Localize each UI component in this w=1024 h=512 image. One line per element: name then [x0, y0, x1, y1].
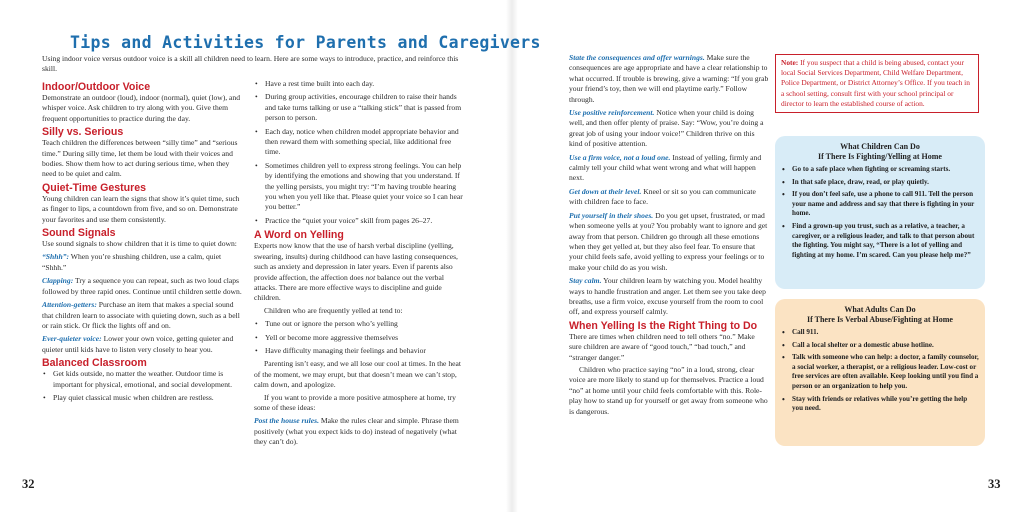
page-number-right: 33 [988, 477, 1001, 491]
list-item: • Talk with someone who can help: a doctor, a family counselor, a social worker, a therapist, or a religious leader. Low-cost or free services are often available. Keep looking until you find a person or an organization to help you. [781, 353, 979, 391]
clap-lead: Clapping: [42, 276, 74, 286]
list-item: • Have a rest time built into each day. [254, 79, 468, 89]
shoes-text: Do you get upset, frustrated, or mad when someone yells at you? You probably want to ignore and get away from that person. Children go through all these emotions when they get yelled at, but they also feel fear. To ensure that your child feels safe, avoid yelling to express your feelings or to make your child do as you wish. [569, 210, 768, 272]
firm-lead: Use a firm voice, not a loud one. [569, 152, 671, 162]
list-item: • If you don’t feel safe, use a phone to call 911. Tell the person your name and address and say that there is fighting in your home. [781, 190, 979, 219]
heading-indoor-outdoor: Indoor/Outdoor Voice [42, 81, 151, 93]
shoes-paragraph [569, 211, 769, 273]
tips-list [254, 79, 468, 226]
list-item: • Find a grown-up you trust, such as a relative, a teacher, a caregiver, or a religious leader, and talk to that person about the fighting. You might say, “There is a lot of yelling and fighting at my home. I’m scared. Can you please help me?” [781, 222, 979, 260]
calm-lead: Stay calm. [569, 276, 602, 286]
page-number-left: 32 [22, 477, 35, 491]
heading-right-thing: When Yelling Is the Right Thing to Do [569, 319, 758, 332]
children-box-title-line-2: If There Is Fighting/Yelling at Home [818, 152, 942, 161]
firm-paragraph [569, 153, 769, 184]
state-text: Make sure the consequences are age appropriate and have a clear relationship to what occurred. If trouble is brewing, give a warning: “If you grab your friend’s toy, then we will end playtime early.” Follow through. [569, 53, 769, 104]
left-column-2 [254, 79, 468, 450]
heading-balanced: Balanced Classroom [42, 357, 147, 370]
list-item: • Sometimes children yell to express strong feelings. You can help by identifying the emotions and showing that you understand. If the yelling persists, you might try: “I’m having trouble hearing you when you yell like that. Please quiet your voice so I can hear you better.” [254, 161, 468, 213]
shhh-lead: “Shhh”: [42, 252, 70, 262]
heading-silly-serious: Silly vs. Serious [42, 126, 124, 139]
adults-help-box [775, 299, 985, 446]
heading-word-on-yelling: A Word on Yelling [254, 229, 344, 242]
yelling-paragraph-4: If you want to provide a more positive atmosphere at home, try some of these ideas: [254, 392, 456, 412]
quiet-text: Young children can learn the signs that show it’s quiet time, such as finger to lips, a countdown from five, and so on. Demonstrate your favorites and use them consistently. [42, 193, 240, 224]
attn-text: Purchase an item that makes a special sound that children learn to associate with quieting down, such as a bell or rain stick. Or flick the lights off and on. [42, 300, 240, 330]
adults-help-list [781, 328, 979, 414]
right-column [569, 53, 769, 419]
balanced-list [42, 369, 244, 403]
silly-text: Teach children the differences between “silly time” and “serious time.” During silly time, let them be loud with their voices and bodies. Show them how to act during serious time, when they need to be quiet and calm. [42, 138, 238, 179]
attn-paragraph [42, 300, 244, 331]
list-item: • Stay with friends or relatives while you’re getting the help you need. [781, 395, 979, 414]
rules-lead: Post the house rules. [254, 416, 319, 426]
heading-sound-signals: Sound Signals [42, 227, 116, 240]
children-help-list [781, 165, 979, 260]
list-item: • Play quiet classical music when children are restless. [42, 393, 244, 403]
yelling-p1-part-a: Experts now know that the use of harsh verbal discipline (yelling, swearing, insults) during childhood can have lasting consequences, such as anxiety and depression in later years. Even if parents also provide affection, the affection does [254, 241, 458, 282]
yelling-paragraph-3: Parenting isn’t easy, and we all lose our cool at times. In the heat of the moment, we may erupt, but that doesn’t mean we can’t stop, calm down, and apologize. [254, 359, 461, 390]
shhh-paragraph [42, 252, 244, 273]
firm-text: Instead of yelling, firmly and calmly tell your child what went wrong and what will happen next. [569, 152, 762, 183]
clap-text: Try a sequence you can repeat, such as two loud claps followed by three rapid ones. Continue until children settle down. [42, 276, 242, 296]
shhh-text: When you’re shushing children, use a calm, quiet “Shhh.” [42, 252, 222, 272]
yelling-paragraph-2: Children who are frequently yelled at tend to: [264, 305, 403, 315]
yelling-effects-list [254, 319, 468, 356]
adults-box-title [781, 305, 979, 325]
everq-text: Lower your own voice, getting quieter and quieter until kids have to listen very closely to hear you. [42, 334, 234, 354]
page-title: Tips and Activities for Parents and Caregivers [70, 33, 541, 52]
state-lead: State the consequences and offer warnings. [569, 53, 705, 62]
adults-box-title-line-1: What Adults Can Do [844, 305, 916, 314]
everq-paragraph [42, 334, 244, 355]
level-paragraph [569, 187, 769, 208]
everq-lead: Ever-quieter voice: [42, 334, 102, 344]
note-text: If you suspect that a child is being abused, contact your local Social Services Department, Child Welfare Department, Police Department, or District Attorney’s Office. If you teach in a school setting, consult first with your school principal or director to learn the established course of action. [781, 58, 970, 108]
list-item: • Get kids outside, no matter the weather. Outdoor time is important for physical, emotional, and social development. [42, 369, 244, 390]
children-box-title [781, 142, 979, 162]
list-item: • Call 911. [781, 328, 979, 338]
list-item: • Yell or become more aggressive themselves [254, 333, 468, 343]
pos-paragraph [569, 108, 769, 150]
yelling-paragraph-1 [254, 241, 468, 303]
right-paragraph-1: There are times when children need to tell others “no.” Make sure children are aware of “good touch,” “bad touch,” and “stranger danger.” [569, 331, 755, 362]
calm-text: Your children learn by watching you. Model healthy ways to handle frustration and anger. Let them see you take deep breaths, use a firm voice, excuse yourself from the room to cool off, and express yourself calmly. [569, 276, 766, 317]
pos-text: Notice when your child is doing well, and then offer plenty of praise. Say: “Wow, you’re doing a great job of using your indoor voice!” Children thrive on this kind of positive attention. [569, 108, 764, 149]
state-paragraph [569, 53, 769, 105]
rules-text: Make the rules clear and simple. Phrase them positively (what you expect kids to do) instead of negatively (what they can’t do). [254, 416, 459, 447]
shoes-lead: Put yourself in their shoes. [569, 210, 654, 220]
list-item: • Each day, notice when children model appropriate behavior and then reward them with something special, like additional free time. [254, 127, 468, 158]
book-gutter [506, 0, 518, 512]
level-lead: Get down at their level. [569, 186, 642, 196]
list-item: • During group activities, encourage children to raise their hands and take turns talking or use a “talking stick” that is passed from person to person. [254, 92, 468, 123]
list-item: • In that safe place, draw, read, or play quietly. [781, 178, 979, 188]
adults-box-title-line-2: If There Is Verbal Abuse/Fighting at Home [807, 315, 953, 324]
list-item: • Practice the “quiet your voice” skill from pages 26–27. [254, 216, 468, 226]
calm-paragraph [569, 276, 769, 318]
children-help-box [775, 136, 985, 289]
list-item: • Go to a safe place when fighting or screaming starts. [781, 165, 979, 175]
list-item: • Tune out or ignore the person who’s yelling [254, 319, 468, 329]
yelling-p1-part-b: balance out the verbal attacks. There are more effective ways to discipline and guide children. [254, 272, 444, 303]
right-paragraph-2: Children who practice saying “no” in a loud, strong, clear voice are more likely to stand up for themselves. Practice a loud “no” at home until your child feels comfortable with this. Role-play how to stand up for yourself or get away from someone who is dangerous. [569, 364, 768, 416]
list-item: • Call a local shelter or a domestic abuse hotline. [781, 341, 979, 351]
note-label: Note: [781, 58, 799, 67]
clap-paragraph [42, 276, 244, 297]
attn-lead: Attention-getters: [42, 300, 97, 310]
sound-text: Use sound signals to show children that it is time to quiet down: [42, 239, 237, 249]
left-column-1 [42, 79, 244, 406]
heading-quiet-time: Quiet-Time Gestures [42, 181, 147, 194]
yelling-p1-emphasis: not [365, 272, 376, 282]
intro-text: Using indoor voice versus outdoor voice is a skill all children need to learn. Here are some ways to introduce, practice, and reinforce this skill. [42, 54, 459, 74]
level-text: Kneel or sit so you can communicate with children face to face. [569, 186, 756, 207]
pos-lead: Use positive reinforcement. [569, 108, 655, 118]
rules-paragraph [254, 416, 468, 447]
abuse-note-box [775, 54, 979, 113]
indoor-text: Demonstrate an outdoor (loud), indoor (normal), quiet (low), and whisper voice. Ask children to try along with you. Give them frequent opportunities to practice during the day. [42, 93, 241, 123]
list-item: • Have difficulty managing their feelings and behavior [254, 346, 468, 356]
children-box-title-line-1: What Children Can Do [840, 142, 920, 151]
